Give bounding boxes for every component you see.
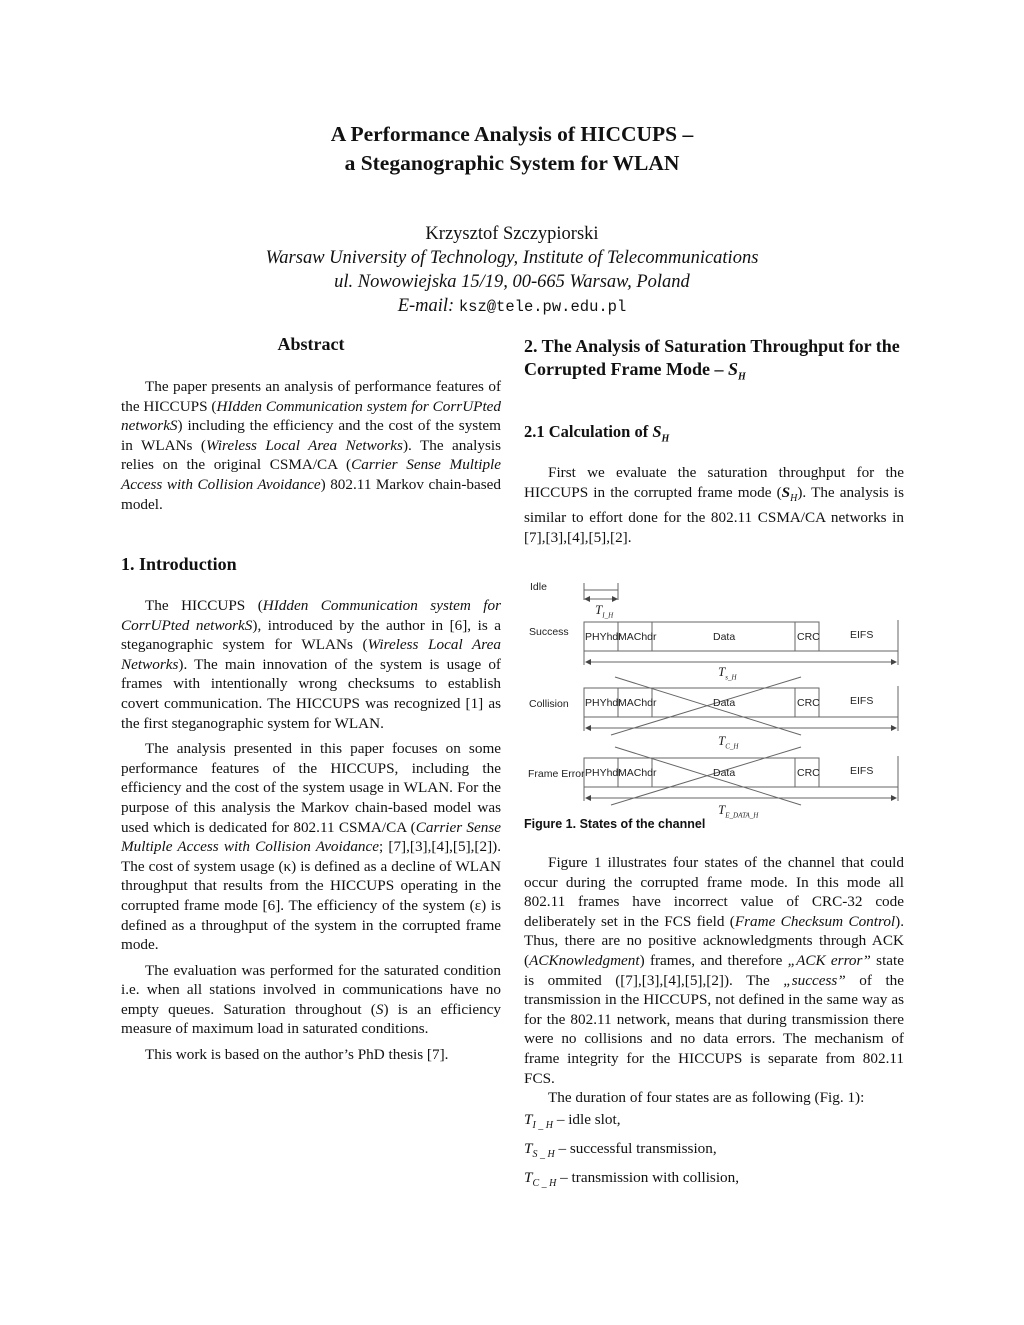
intro-paragraph-4: This work is based on the author’s PhD thesis [7].	[145, 1046, 449, 1064]
field-data: Data	[713, 767, 736, 779]
author-affiliation: Warsaw University of Technology, Institute of Telecommunications	[265, 248, 759, 268]
abstract-paragraph	[121, 377, 501, 514]
field-crc: CRC	[797, 697, 820, 709]
text: S	[727, 359, 738, 379]
abstract-text	[121, 377, 501, 514]
row-label-success: Success	[529, 626, 569, 638]
figure-1-caption: Figure 1. States of the channel	[524, 817, 706, 831]
author-block	[0, 222, 1024, 319]
text: S	[781, 483, 791, 501]
field-machdr: MAChdr	[618, 631, 657, 643]
text: 2. The Analysis of Saturation Throughput for the Corrupted Frame Mode –	[524, 336, 900, 379]
text: ). Thus, there are no positive acknowledgments through ACK (	[524, 912, 904, 969]
text: T	[524, 1110, 533, 1128]
text: ). The main innovation of the system is usage of frames with intentionally wrong checksums to establish covert communication. The HICCUPS was recognized [1] as the first steganographic system for WLAN.	[121, 655, 501, 732]
text: S _ H	[532, 1148, 555, 1160]
text: T	[718, 664, 726, 679]
text: ) is an efficiency measure of maximum load in saturated conditions.	[121, 1000, 501, 1038]
text: H	[790, 492, 798, 504]
text: state is ommited ([7],[3],[4],[5],[2]). The	[524, 951, 904, 989]
text: ) including the efficiency and the cost of the system in WLANs (	[121, 417, 501, 454]
intro-paragraph-2	[121, 739, 501, 955]
duration-frame-error	[718, 802, 758, 820]
text: T	[524, 1168, 533, 1186]
row-label-collision: Collision	[529, 698, 569, 710]
text: – successful transmission,	[554, 1139, 717, 1157]
author-address: ul. Nowowiejska 15/19, 00-665 Warsaw, Poland	[334, 272, 690, 292]
text: Carrier Sense Multiple Access with Collision Avoidance	[121, 456, 501, 493]
s2-paragraph-2	[524, 853, 904, 1088]
text: ). The analysis relies on the original CSMA/CA (	[121, 436, 501, 474]
text: C _ H	[532, 1177, 557, 1189]
text: Wireless Local Area Networks	[205, 436, 403, 454]
text: – idle slot,	[553, 1110, 621, 1128]
text: The analysis presented in this paper focuses on some performance features of the HICCUPS, including the efficiency and the cost of the system usage in WLAN. For the purpose of this analysis the Markov chain-based model was used which is dedicated for 802.11 CSMA/CA (	[121, 740, 501, 836]
email-link[interactable]: ksz@tele.pw.edu.pl	[458, 298, 627, 316]
field-phyhdr: PHYhdr	[585, 697, 622, 709]
state-definitions	[524, 1108, 904, 1195]
text: – transmission with collision,	[556, 1168, 740, 1186]
paper-title	[0, 120, 1024, 178]
text: T	[524, 1139, 533, 1157]
definition-item	[524, 1108, 904, 1137]
section-1-heading: 1. Introduction	[121, 554, 237, 574]
author-name: Krzysztof Szczypiorski	[425, 224, 599, 244]
section-2-1-text	[524, 463, 904, 547]
author-email-line	[0, 294, 1024, 319]
text: Figure 1 illustrates four states of the channel that could occur during the corrupted frame mode. In this mode all 802.11 frames have incorrect value of CRC-32 code deliberately set in the FCS field (	[524, 854, 904, 930]
definition-item	[524, 1137, 904, 1166]
text: of the transmission in the HICCUPS, not defined in the same way as for the 802.11 network, means that during transmission there were no collisions and no data errors. The mechanism of frame integrity for the HICCUPS is separate from 802.11 FCS.	[524, 971, 904, 1087]
duration-collision	[718, 733, 738, 751]
field-machdr: MAChdr	[618, 767, 657, 779]
intro-paragraph-1	[121, 596, 501, 733]
field-eifs: EIFS	[850, 765, 874, 777]
field-crc: CRC	[797, 631, 820, 643]
text: ; [7],[3],[4],[5],[2]). The cost of system usage (κ) is defined as a decline of WLAN throughput that results from the HICCUPS operating in the corrupted frame mode [6]. The efficiency of the system (ε) is defined as a throughput of the system in the corrupted frame mode.	[121, 838, 501, 954]
text: ). The analysis is similar to effort done for the 802.11 CSMA/CA networks in [7],[3],[4],[5],[2].	[524, 483, 904, 546]
section-2-1-heading	[524, 422, 904, 449]
text: S	[375, 1000, 384, 1018]
duration-success	[718, 664, 737, 682]
text: T	[595, 602, 603, 617]
field-phyhdr: PHYhdr	[585, 767, 622, 779]
text: First we evaluate the saturation throughput for the HICCUPS in the corrupted frame mode (	[524, 464, 904, 501]
text: I_H	[602, 611, 614, 620]
text: ) 802.11 Markov chain-based model.	[121, 475, 502, 513]
s2-paragraph-3: The duration of four states are as following (Fig. 1):	[548, 1089, 865, 1107]
field-eifs: EIFS	[850, 629, 874, 641]
text: „ACK error”	[787, 951, 871, 969]
text: Carrier Sense Multiple Access with Collision Avoidance	[121, 818, 502, 856]
title-line-2: a Steganographic System for WLAN	[344, 151, 680, 175]
text: HIdden Communication system for CorrUPted networkS	[121, 397, 501, 435]
title-line-1: A Performance Analysis of HICCUPS –	[330, 122, 694, 146]
text: The paper presents an analysis of performance features of the HICCUPS (	[121, 378, 501, 415]
text: ) frames, and therefore	[639, 951, 788, 969]
field-phyhdr: PHYhdr	[585, 631, 622, 643]
text: Wireless Local Area Networks	[121, 636, 501, 673]
section-2-heading	[524, 335, 904, 389]
field-data: Data	[713, 631, 736, 643]
text: 2.1 Calculation of	[524, 422, 653, 441]
row-label-idle: Idle	[530, 581, 547, 593]
text: I _ H	[532, 1119, 554, 1131]
text: „success”	[783, 971, 846, 989]
section-2-text-cont	[524, 853, 904, 1195]
text: Frame Checksum Control	[734, 912, 896, 930]
text: T	[718, 733, 726, 748]
text: ), introduced by the author in [6], is a steganographic system for WLANs (	[121, 616, 501, 654]
field-crc: CRC	[797, 767, 820, 779]
text: ACKnowledgment	[529, 951, 640, 969]
field-data: Data	[713, 697, 736, 709]
text: The evaluation was performed for the saturated condition i.e. when all stations involved in communications have no empty queues. Saturation throughout (	[121, 961, 501, 1018]
text: S	[652, 422, 662, 441]
intro-paragraph-3	[121, 961, 501, 1039]
email-label: E-mail:	[397, 296, 459, 316]
row-label-frame-error: Frame Error	[528, 768, 585, 780]
text: The HICCUPS (	[145, 597, 263, 614]
text: H	[737, 371, 746, 383]
text: T	[718, 802, 726, 817]
intro-text	[121, 596, 501, 1065]
text: H	[661, 433, 670, 445]
abstract-heading: Abstract	[277, 334, 345, 354]
field-machdr: MAChdr	[618, 697, 657, 709]
figure-1-labels	[520, 575, 910, 825]
text: C_H	[725, 742, 739, 751]
field-eifs: EIFS	[850, 695, 874, 707]
text: E_DATA_H	[725, 811, 759, 820]
definition-item	[524, 1166, 904, 1195]
text: s_H	[725, 673, 737, 682]
text: HIdden Communication system for CorrUPted networkS	[121, 597, 501, 634]
s2-paragraph-1	[524, 463, 904, 547]
duration-idle	[595, 602, 613, 620]
